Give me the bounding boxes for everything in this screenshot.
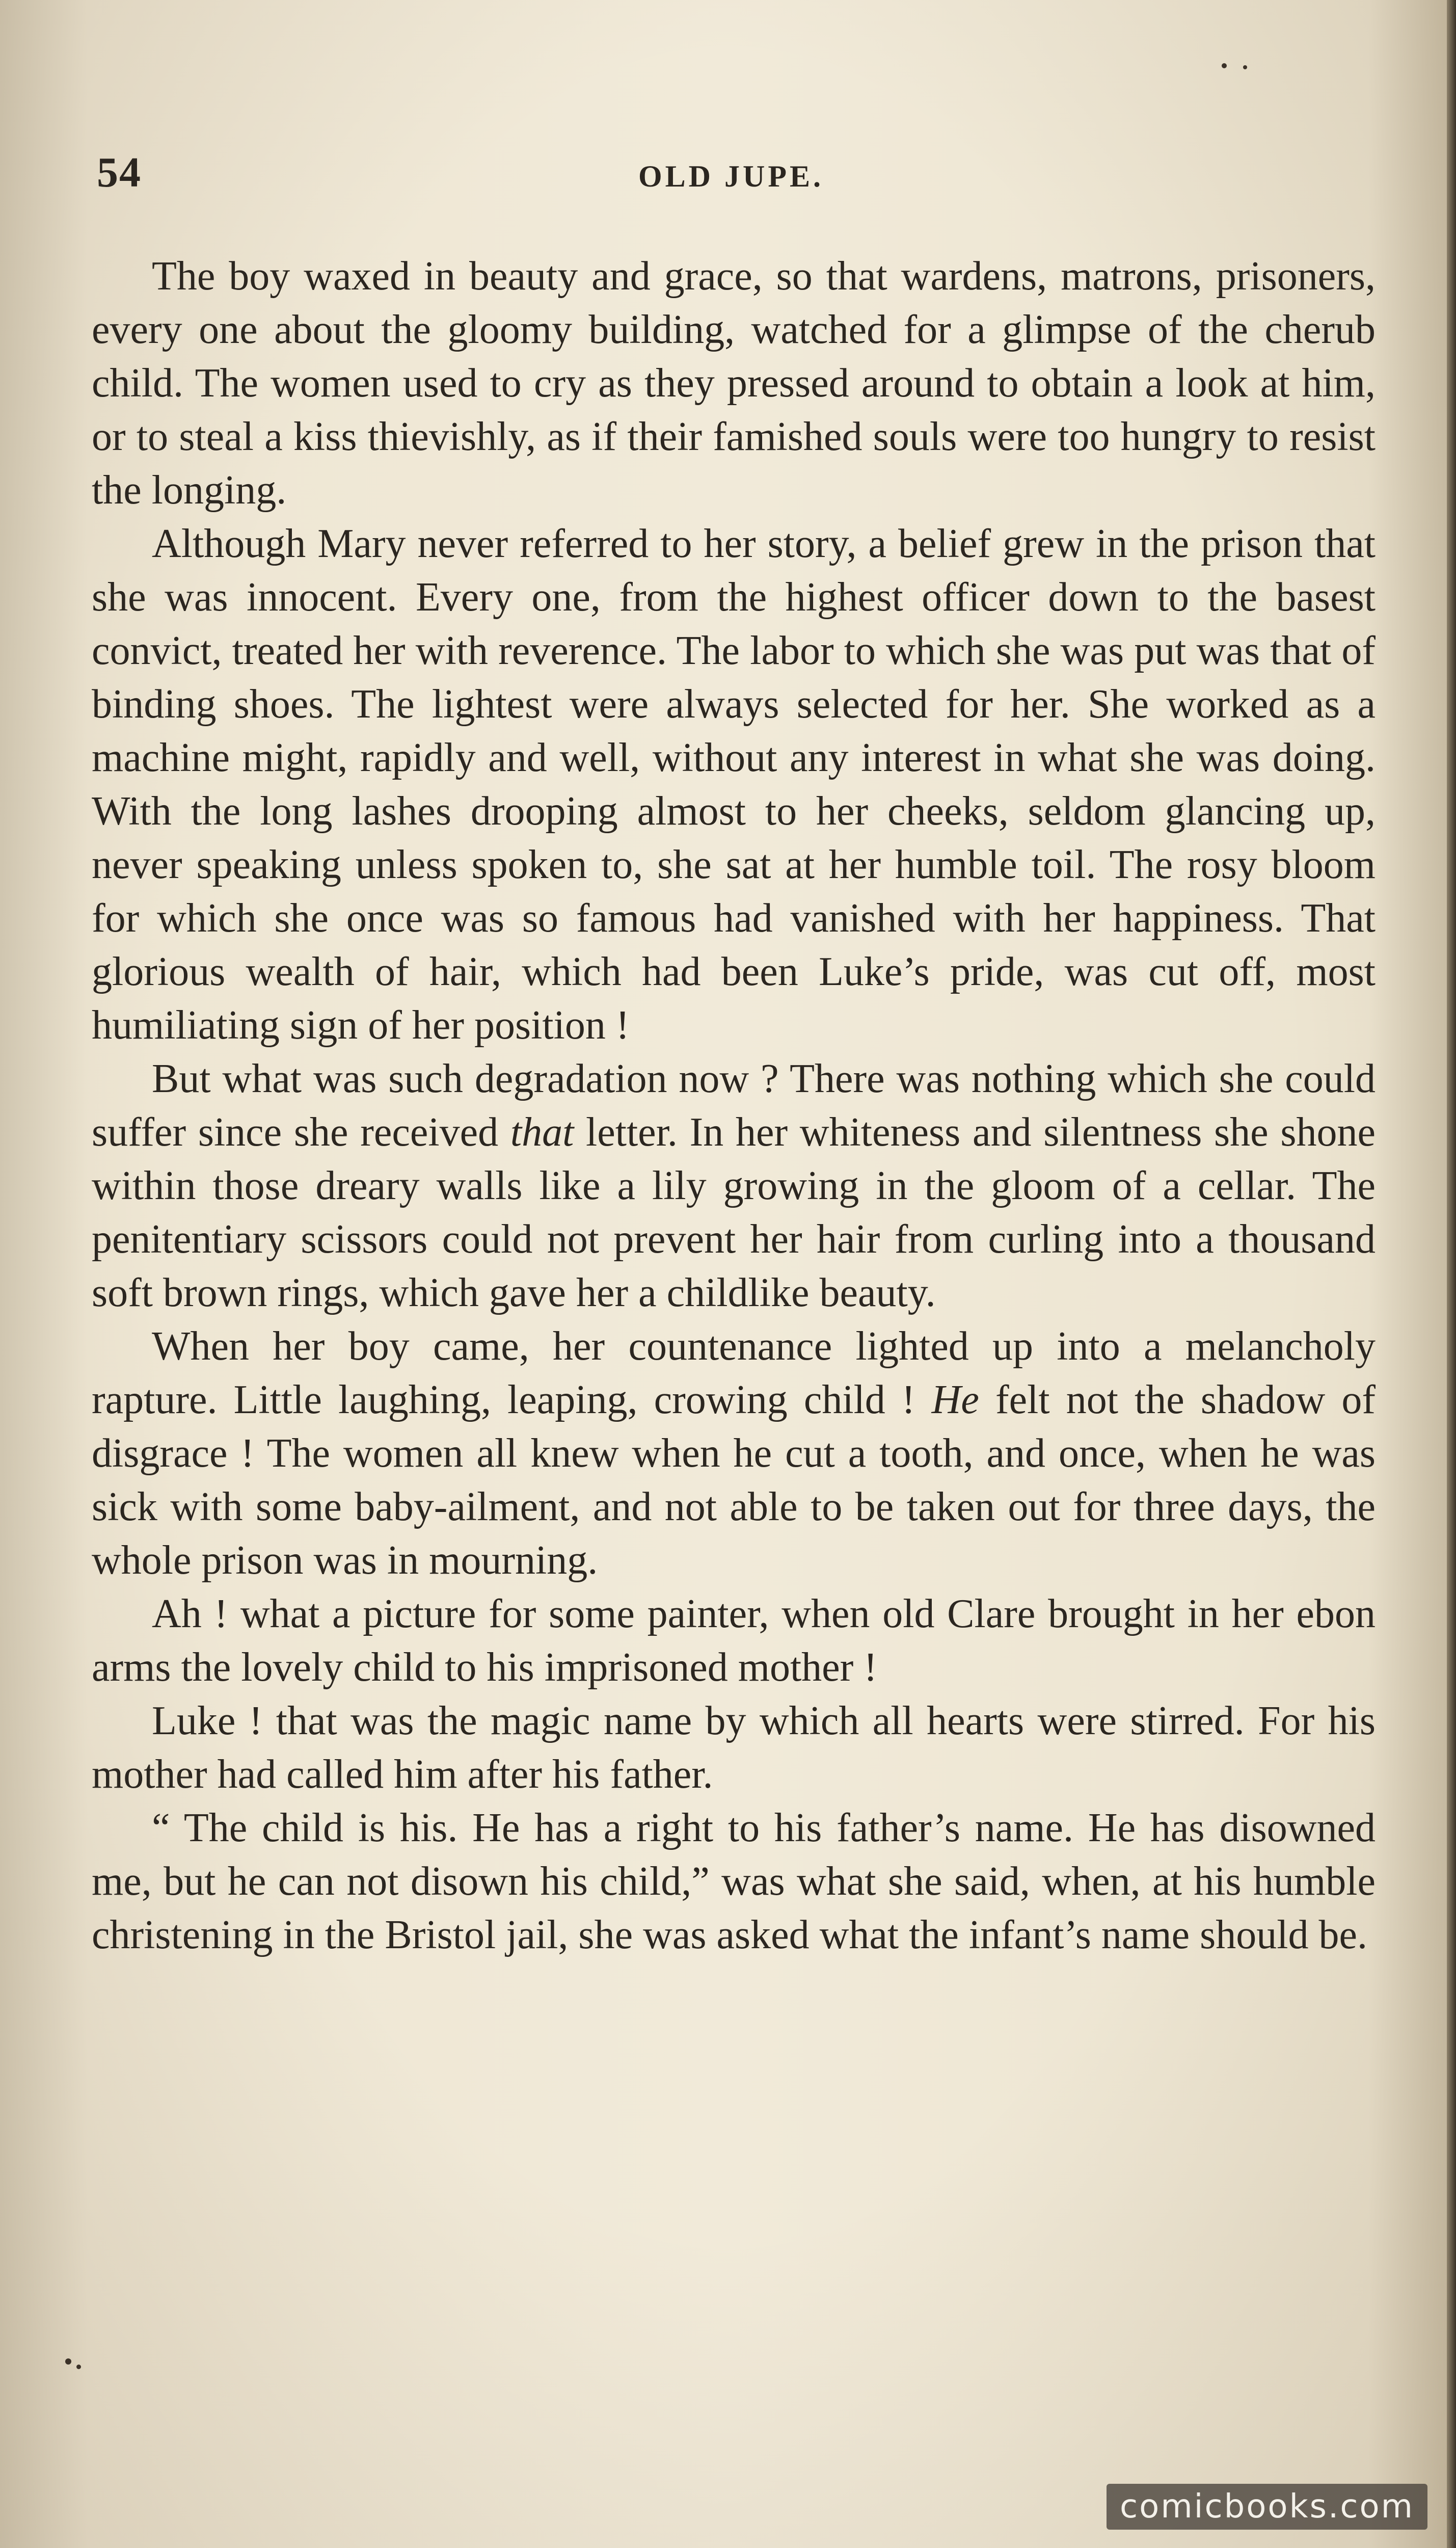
running-head: OLD JUPE. [638,160,824,193]
ink-speck [65,2358,71,2365]
page-header [97,148,1365,209]
paragraph-text: letter. In her whiteness and silentness she shone within those dreary walls like a lily growing in the gloom of a cellar. The penitentiary scissors could not prevent her hair from curling into a thousand soft brown rings, which gave her a childlike beauty. [92,1110,1376,1315]
paragraph [92,1801,1376,1962]
watermark: comicbooks.com [1107,2484,1427,2530]
paragraph-text: But what was such degradation now ? There was nothing which she could suffer since she received [92,1056,1376,1155]
body-text [92,250,1376,1962]
paragraph [92,1694,1376,1801]
paragraph-text: The boy waxed in beauty and grace, so that wardens, matrons, prisoners, every one about the gloomy building, watched for a glimpse of the cherub child. The women used to cry as they pressed around to obtain a look at him, or to steal a kiss thievishly, as if their famished souls were too hungry to resist the longing. [92,254,1376,513]
paragraph [92,250,1376,517]
paragraph-text: felt not the shadow of disgrace ! The women all knew when he cut a tooth, and once, when he was sick with some baby-ailment, and not able to be taken out for three days, the whole prison was in mourning. [92,1377,1376,1583]
paragraph-text: Luke ! that was the magic name by which all hearts were stirred. For his mother had called him after his father. [92,1698,1376,1797]
paragraph-text: Although Mary never referred to her story, a belief grew in the prison that she was innocent. Every one, from the highest officer down to the basest convict, treated her with reverence. The labor to which she was put was that of binding shoes. The lightest were always selected for her. She worked as a machine might, rapidly and well, without any interest in what she was doing. With the long lashes drooping almost to her cheeks, seldom glancing up, never speaking unless spoken to, she sat at her humble toil. The rosy bloom for which she once was so famous had vanished with her happiness. That glorious wealth of hair, which had been Luke’s pride, was cut off, most humiliating sign of her position ! [92,521,1376,1048]
paragraph [92,1587,1376,1694]
ink-speck [1243,65,1247,69]
paragraph [92,517,1376,1052]
ink-speck [76,2365,81,2369]
paragraph-text: Ah ! what a picture for some painter, when old Clare brought in her ebon arms the lovely child to his imprisoned mother ! [92,1591,1376,1690]
ink-speck [1222,63,1227,68]
paragraph-text: When her boy came, her countenance lighted up into a melancholy rapture. Little laughing, leaping, crowing child ! [92,1324,1376,1422]
page-number: 54 [97,149,142,196]
page-edge [1447,0,1456,2548]
paragraph [92,1320,1376,1587]
paragraph [92,1052,1376,1320]
italic-emphasis: that [510,1110,574,1155]
italic-emphasis: He [931,1377,979,1422]
paragraph-text: “ The child is his. He has a right to his father’s name. He has disowned me, but he can not disown his child,” was what she said, when, at his humble christening in the Bristol jail, she was asked what the infant’s name should be. [92,1806,1376,1957]
